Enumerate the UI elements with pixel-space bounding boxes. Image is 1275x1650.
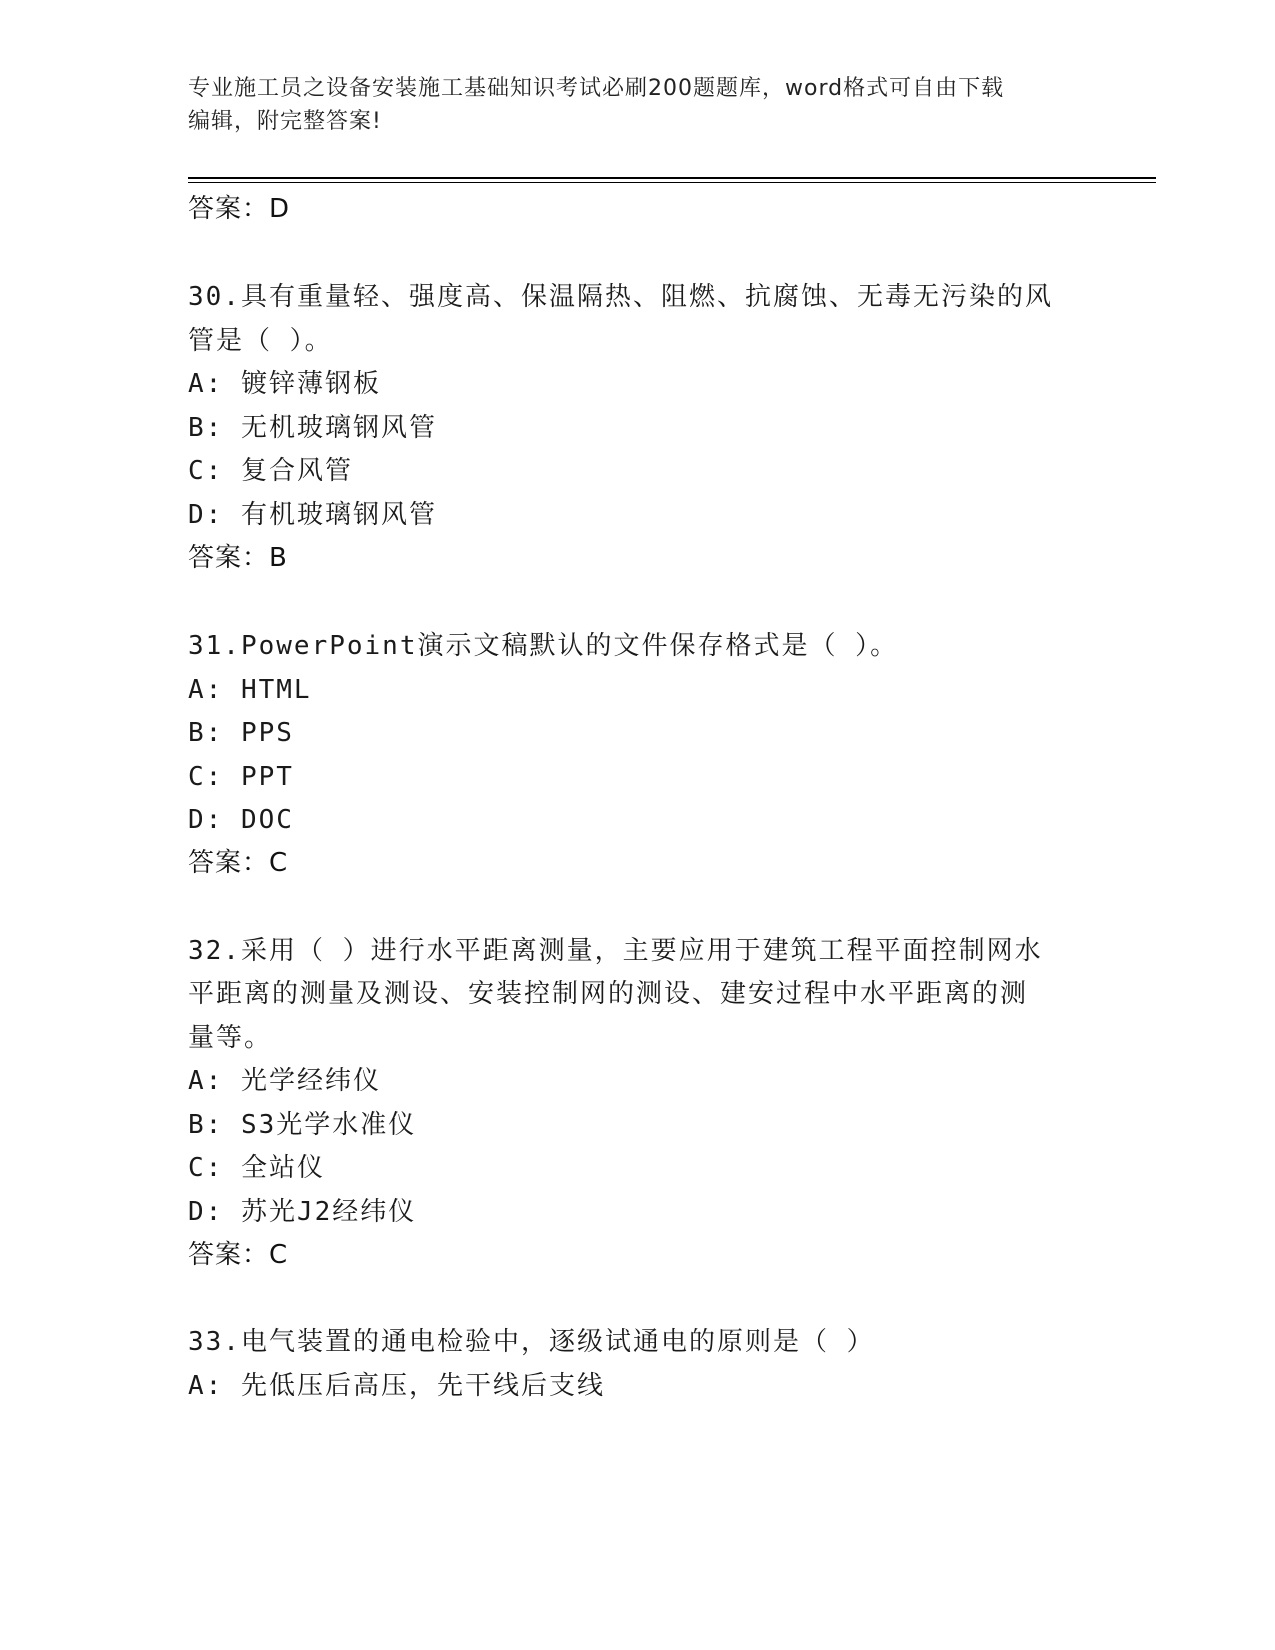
question-32-stem-line-1: 32.采用（ ）进行水平距离测量，主要应用于建筑工程平面控制网水: [188, 936, 1043, 966]
question-32-option-d: D: 苏光J2经纬仪: [188, 1197, 417, 1227]
question-32-option-c: C: 全站仪: [188, 1153, 325, 1183]
question-30-option-b: B: 无机玻璃钢风管: [188, 413, 437, 443]
question-31-option-b: B: PPS: [188, 718, 294, 748]
question-31-option-d: D: DOC: [188, 805, 294, 835]
question-32-option-b: B: S3光学水准仪: [188, 1110, 417, 1140]
question-32-stem-line-3: 量等。: [188, 1023, 273, 1053]
question-31-option-c: C: PPT: [188, 762, 294, 792]
answer-31: 答案：C: [188, 848, 289, 878]
question-32-option-a: A: 光学经纬仪: [188, 1066, 381, 1096]
question-30-stem-line-2: 管是（ ）。: [188, 326, 333, 356]
question-31-stem-line-1: 31.PowerPoint演示文稿默认的文件保存格式是（ ）。: [188, 631, 899, 661]
question-31-option-a: A: HTML: [188, 675, 312, 705]
question-30-option-a: A: 镀锌薄钢板: [188, 369, 381, 399]
question-33-option-a: A: 先低压后高压，先干线后支线: [188, 1371, 605, 1401]
question-33-stem-line-1: 33.电气装置的通电检验中，逐级试通电的原则是（ ）: [188, 1327, 875, 1357]
header-line-2: 编辑，附完整答案!: [188, 109, 382, 134]
question-30-stem-line-1: 30.具有重量轻、强度高、保温隔热、阻燃、抗腐蚀、无毒无污染的风: [188, 282, 1053, 312]
answer-29: 答案：D: [188, 194, 291, 224]
header-line-1: 专业施工员之设备安装施工基础知识考试必刷200题题库，word格式可自由下载: [188, 76, 1005, 101]
answer-30: 答案：B: [188, 543, 288, 573]
question-32-stem-line-2: 平距离的测量及测设、安装控制网的测设、建安过程中水平距离的测: [188, 979, 1029, 1009]
question-30-option-c: C: 复合风管: [188, 456, 353, 486]
header-divider: [188, 177, 1156, 179]
document-header: [188, 72, 1068, 138]
question-30-option-d: D: 有机玻璃钢风管: [188, 500, 437, 530]
answer-32: 答案：C: [188, 1240, 289, 1270]
header-divider-thin: [188, 182, 1156, 183]
